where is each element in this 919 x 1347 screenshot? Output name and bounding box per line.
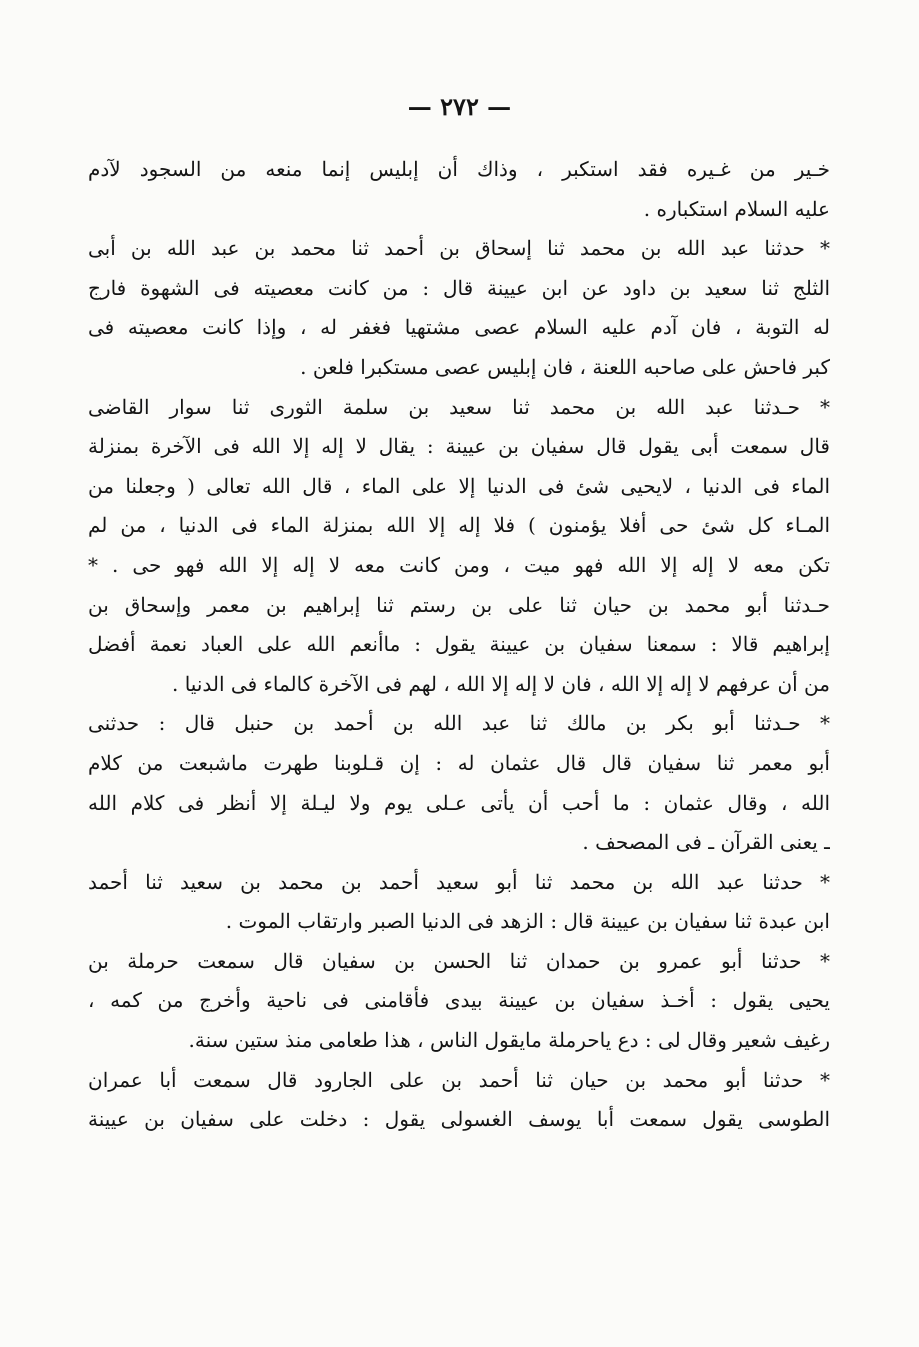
text-line: حـدثنا أبو محمد بن حيان ثنا على بن رستم ثنا إبراهيم بن معمر وإسحاق بن — [88, 592, 830, 617]
paragraph-6 — [88, 942, 830, 1061]
text-line: قال سمعت أبى يقول قال سفيان بن عيينة : يقال لا إله إلا الله فى الآخرة بمنزلة — [88, 434, 830, 459]
text-line: الله ، وقال عثمان : ما أحب أن يأتى عـلى يوم ولا ليـلة إلا أنظر فى كلام الله — [88, 790, 830, 815]
text-line: * حدثنا عبد الله بن محمد ثنا إسحاق بن أحمد ثنا محمد بن عبد الله بن أبى — [88, 236, 830, 261]
text-line: الثلج ثنا سعيد بن داود عن ابن عيينة قال : من كانت معصيته فى الشهوة فارج — [88, 275, 830, 300]
text-line: خـير من غـيره فقد استكبر ، وذاك أن إبليس إنما منعه من السجود لآدم — [88, 157, 830, 181]
text-line: رغيف شعير وقال لى : دع ياحرملة مايقول الناس ، هذا طعامى منذ ستين سنة. — [188, 1028, 830, 1053]
paragraph-5 — [88, 863, 830, 942]
text-line: من أن عرفهم لا إله إلا الله ، فان لا إله إلا الله ، لهم فى الآخرة كالماء فى الدنيا . — [171, 671, 830, 696]
page-number: — ٢٧٢ — — [407, 92, 512, 121]
paragraph-4 — [88, 704, 830, 862]
text-line: * حـدثنا عبد الله بن محمد ثنا سعيد بن سلمة الثورى ثنا سوار القاضى — [88, 394, 830, 419]
text-line: له التوبة ، فان آدم عليه السلام عصى مشتهيا فغفر له ، وإذا كانت معصيته فى — [88, 315, 830, 340]
paragraph-1 — [88, 150, 830, 229]
text-line: ـ يعنى القرآن ـ فى المصحف . — [582, 830, 830, 855]
text-line: المـاء كل شئ حى أفلا يؤمنون ) فلا إله إلا الله بمنزلة الماء فى الدنيا ، من لم — [88, 513, 830, 538]
text-line: يحيى يقول : أخـذ سفيان بن عيينة بيدى فأقامنى فى ناحية وأخرج من كمه ، — [88, 988, 830, 1013]
text-line: * حدثنا أبو محمد بن حيان ثنا أحمد بن على الجارود قال سمعت أبا عمران — [88, 1067, 830, 1092]
text-line: تكن معه لا إله إلا الله فهو ميت ، ومن كانت معه لا إله إلا الله فهو حى . * — [88, 552, 830, 577]
paragraph-2 — [88, 229, 830, 387]
text-line: كبر فاحش على صاحبه اللعنة ، فان إبليس عصى مستكبرا فلعن . — [300, 354, 830, 379]
text-line: * حـدثنا أبو بكر بن مالك ثنا عبد الله بن أحمد بن حنبل قال : حدثنى — [88, 711, 830, 736]
text-line: إبراهيم قالا : سمعنا سفيان بن عيينة يقول : ماأنعم الله على العباد نعمة أفضل — [88, 632, 830, 657]
text-line: عليه السلام استكباره . — [643, 196, 830, 221]
text-line: الماء فى الدنيا ، لايحيى شئ فى الدنيا إلا على الماء ، قال الله تعالى ( وجعلنا من — [88, 473, 830, 498]
text-line: ابن عبدة ثنا سفيان بن عيينة قال : الزهد فى الدنيا الصبر وارتقاب الموت . — [225, 909, 830, 934]
text-line: * حدثنا أبو عمرو بن حمدان ثنا الحسن بن سفيان قال سمعت حرملة بن — [88, 948, 830, 973]
paragraph-7 — [88, 1061, 830, 1140]
text-line: * حدثنا عبد الله بن محمد ثنا أبو سعيد أحمد بن محمد بن سعيد ثنا أحمد — [88, 869, 830, 894]
paragraph-3 — [88, 388, 830, 705]
text-body — [88, 150, 830, 1140]
text-line: الطوسى يقول سمعت أبا يوسف الغسولى يقول : دخلت على سفيان بن عيينة — [88, 1107, 830, 1132]
text-line: أبو معمر ثنا سفيان قال قال عثمان له : إن قـلوبنا طهرت ماشبعت من كلام — [88, 750, 830, 775]
